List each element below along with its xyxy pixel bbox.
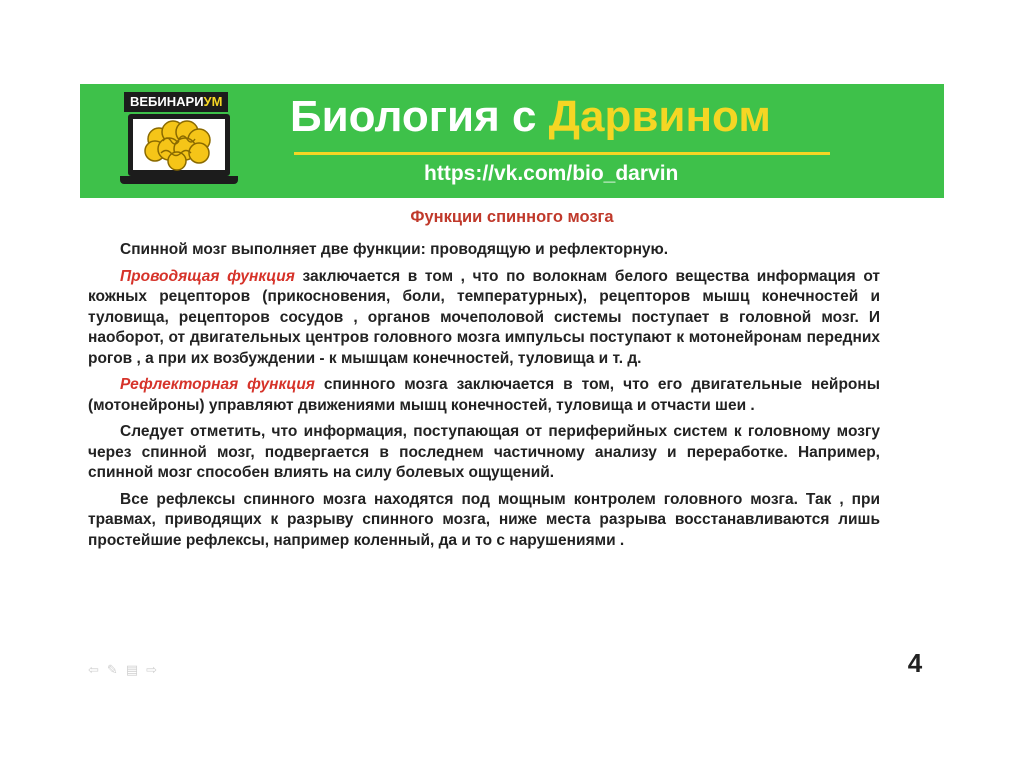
banner	[80, 84, 944, 198]
brain-icon	[133, 119, 225, 171]
slide-content	[88, 240, 880, 557]
paragraph-2	[88, 267, 880, 370]
menu-icon[interactable]: ▤	[125, 663, 139, 678]
paragraph-2-text: заключается в том , что по волокнам белого вещества информация от кожных рецепторов (прикосновения, боли, температурных), рецепторов мышц конечностей и туловища, рецепторов сосудов , органов мочеполовой системы поступает в головной мозг. И наоборот, от двигательных центров головного мозга импульсы поступают к мотонейронам передних рогов , а при их возбуждении - к мышцам конечностей, туловища и т. д.	[88, 267, 881, 367]
pen-icon[interactable]: ✎	[106, 663, 118, 678]
banner-title-part1: Биология с	[290, 92, 549, 141]
back-arrow-icon[interactable]: ⇦	[88, 663, 99, 678]
paragraph-4: Следует отметить, что информация, поступающая от периферийных систем к головному мозгу через спинной мозг, подвергается в последнем частичному анализу и переработке. Например, спинной мозг способен влиять на силу болевых ощущений.	[88, 423, 880, 481]
slide-heading: Функции спинного мозга	[410, 208, 614, 226]
paragraph-3-text: спинного мозга заключается в том, что его двигательные нейроны (мотонейроны) управляют движениями мышц конечностей, туловища и отчасти шеи .	[88, 376, 880, 414]
highlight-reflex-function: Рефлекторная функция	[120, 376, 315, 393]
banner-underline	[294, 152, 830, 155]
paragraph-5: Все рефлексы спинного мозга находятся под мощным контролем головного мозга. Так , при травмах, приводящих к разрыву спинного мозга, ниже места разрыва восстанавливаются лишь простейшие рефлексы, например коленный, да и то с нарушениями .	[88, 490, 880, 549]
highlight-conductive-function: Проводящая функция	[120, 267, 295, 285]
laptop-base	[120, 176, 238, 184]
webinarium-logo	[120, 92, 245, 192]
paragraph-1: Спинной мозг выполняет две функции: проводящую и рефлекторную.	[120, 241, 669, 258]
banner-title	[290, 88, 771, 146]
logo-text-main: ВЕБИНАРИ	[130, 94, 204, 109]
logo-text-accent: УМ	[203, 94, 223, 109]
forward-arrow-icon[interactable]: ⇨	[146, 663, 158, 678]
laptop-icon	[128, 114, 230, 176]
banner-title-part2: Дарвином	[548, 92, 771, 141]
paragraph-3	[88, 375, 880, 416]
slide-nav-controls	[88, 664, 157, 678]
logo-tag	[124, 92, 228, 112]
banner-url: https://vk.com/bio_darvin	[424, 162, 679, 185]
page-number: 4	[907, 648, 923, 678]
